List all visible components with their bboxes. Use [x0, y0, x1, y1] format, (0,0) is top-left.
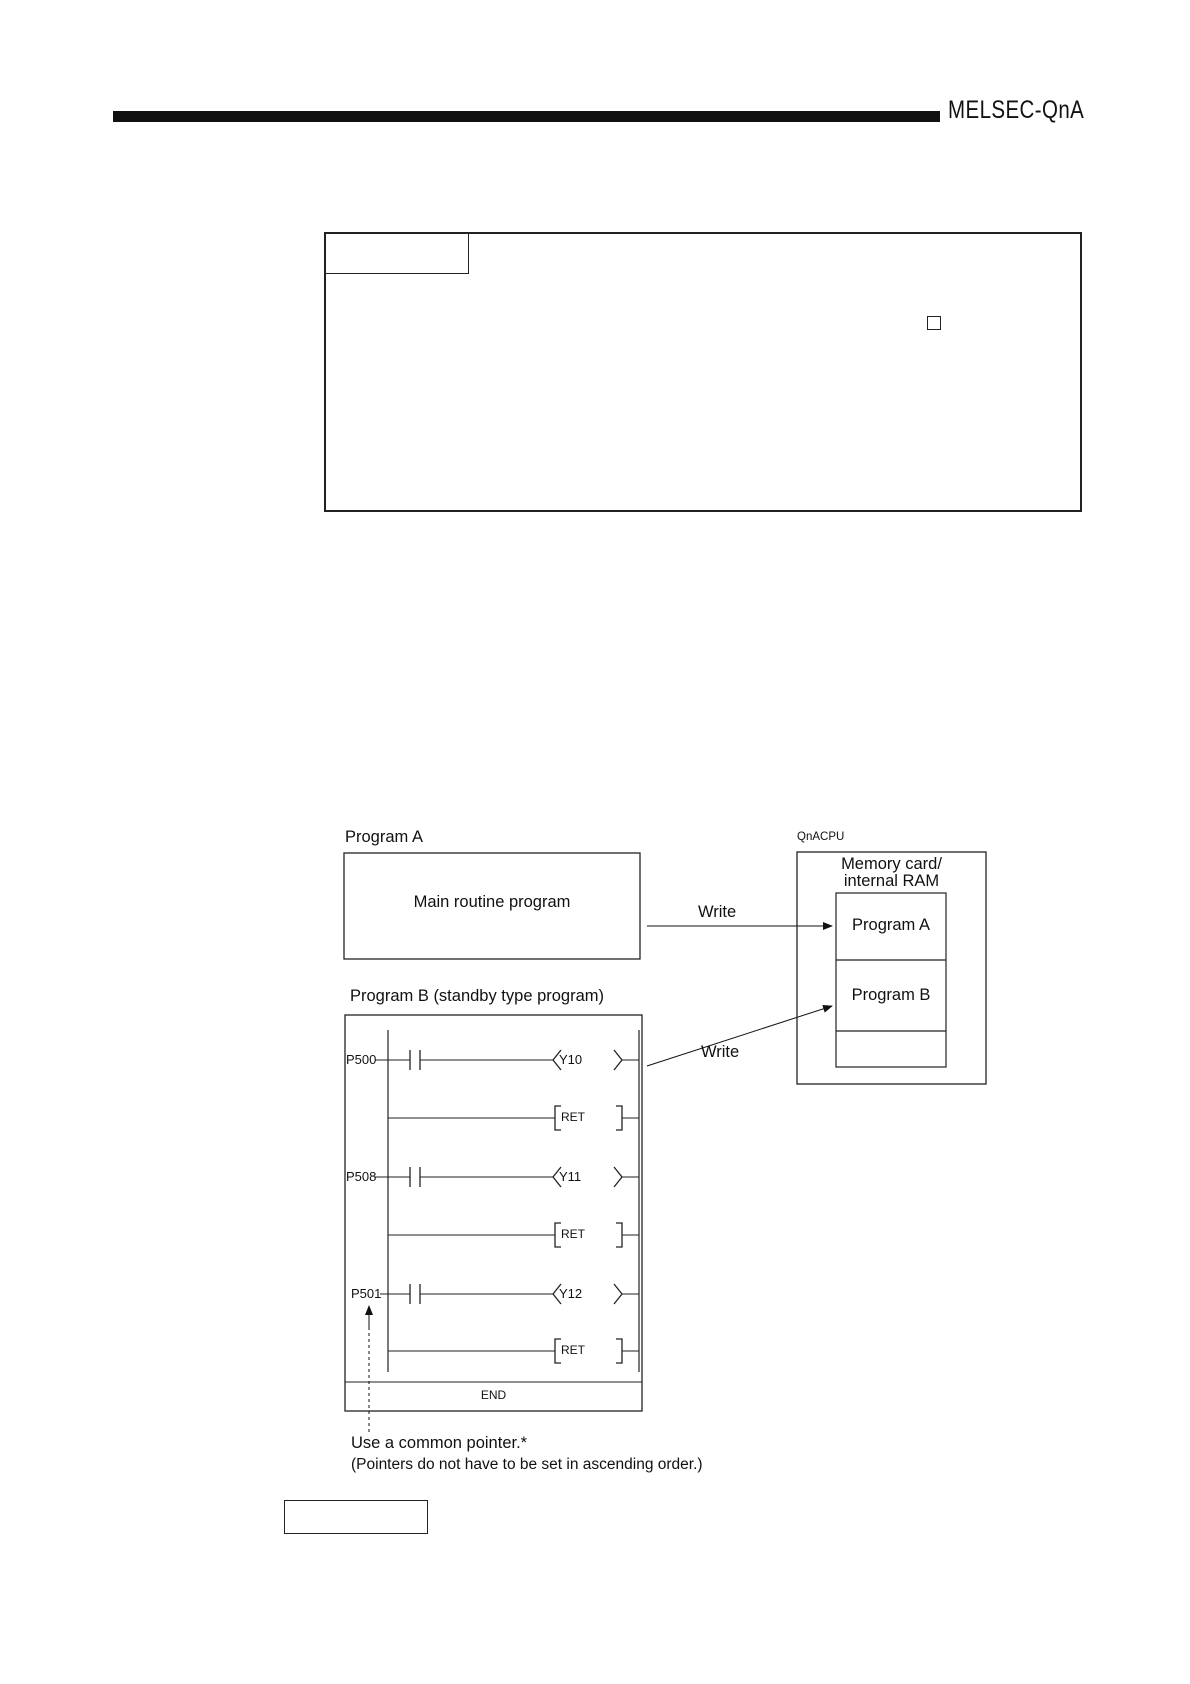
program-a-title: Program A	[345, 828, 423, 846]
ret-label-3: RET	[561, 1343, 585, 1357]
rung-1	[375, 1050, 639, 1070]
rung-3	[380, 1284, 639, 1304]
pointer-label-3: P501	[351, 1286, 382, 1301]
coil-label-3: Y12	[559, 1286, 583, 1301]
memory-title-line1: Memory card/	[841, 855, 942, 873]
cpu-title: QnACPU	[797, 831, 845, 843]
coil-label-2: Y11	[559, 1169, 582, 1184]
ret-rung-1	[388, 1106, 639, 1130]
ret-label-2: RET	[561, 1227, 585, 1241]
write-arrow-b	[647, 1006, 832, 1066]
pointer-label-2: P508	[346, 1169, 377, 1184]
write-label-b: Write	[701, 1043, 740, 1061]
coil-label-1: Y10	[559, 1052, 583, 1067]
pointer-label-1: P500	[346, 1052, 377, 1067]
program-a-body: Main routine program	[413, 893, 571, 911]
note-line1: Use a common pointer.*	[351, 1434, 528, 1452]
ret-rung-3	[388, 1339, 639, 1363]
end-label: END	[480, 1388, 507, 1402]
memory-slot-program-a: Program A	[852, 916, 930, 934]
write-label-a: Write	[698, 903, 737, 921]
remark-box	[284, 1500, 428, 1534]
memory-title-line2: internal RAM	[843, 872, 940, 890]
program-b-title: Program B (standby type program)	[350, 987, 605, 1005]
header-brand: MELSEC-QnA	[948, 96, 1085, 124]
memory-slot-program-b: Program B	[851, 986, 931, 1004]
ret-rung-2	[388, 1223, 639, 1247]
rung-2	[375, 1167, 639, 1187]
ret-label-1: RET	[561, 1110, 585, 1124]
program-b-box	[345, 1015, 642, 1411]
note-line2: (Pointers do not have to be set in ascending order.)	[351, 1456, 703, 1473]
